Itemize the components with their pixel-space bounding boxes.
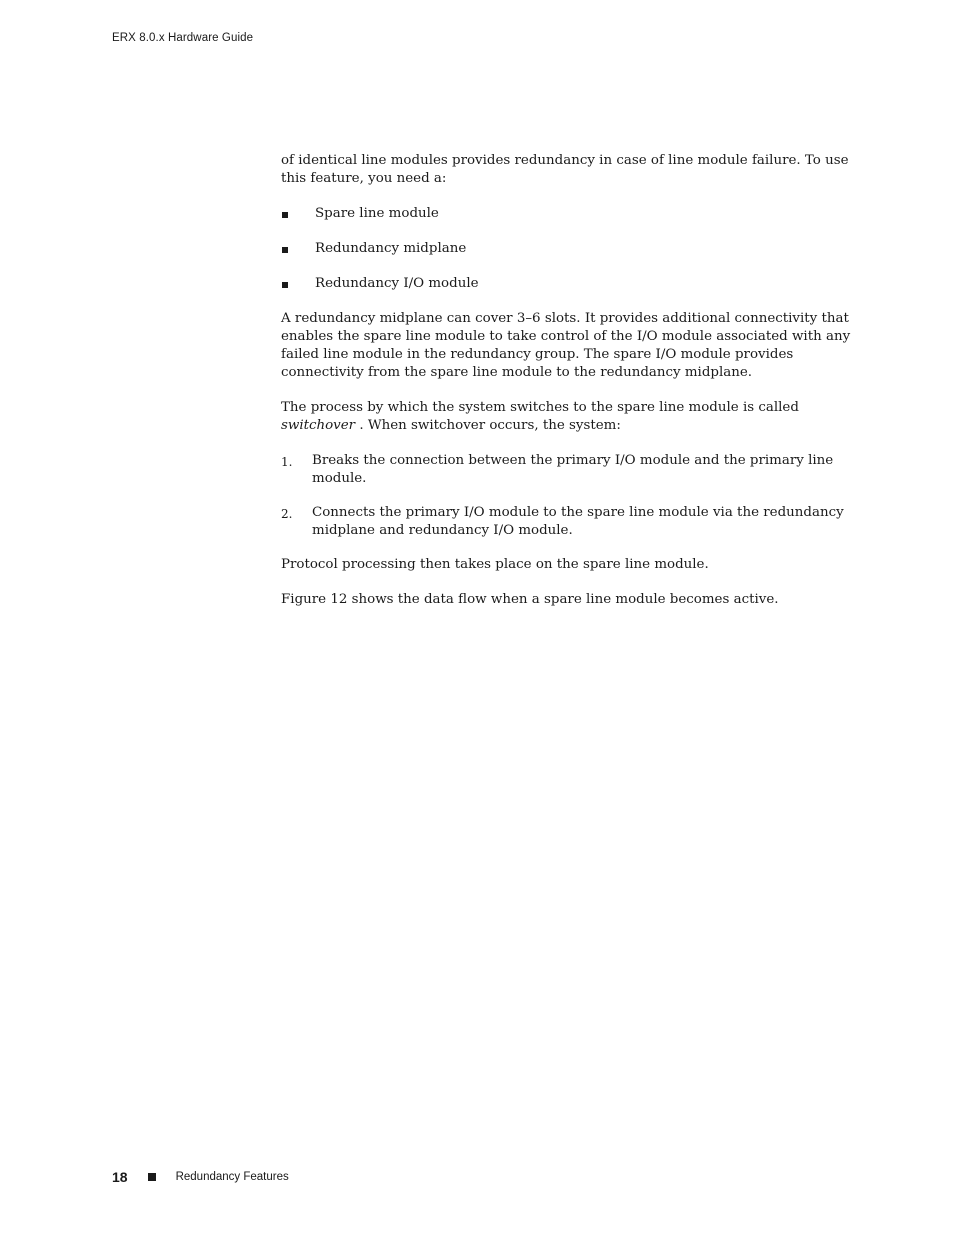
list-item-text: Redundancy midplane [315,241,467,256]
list-item [281,452,853,488]
step-number: 1. [281,455,293,469]
protocol-paragraph: Protocol processing then takes place on the spare line module. [281,557,709,572]
list-item [281,240,853,258]
figure-reference-paragraph: Figure 12 shows the data flow when a spare line module becomes active. [281,592,779,607]
footer-section-name: Redundancy Features [175,1171,289,1183]
switchover-term: switchover [281,418,356,433]
square-bullet-icon [282,247,288,253]
list-item-text: Redundancy I/O module [315,276,479,291]
intro-paragraph: of identical line modules provides redundancy in case of line module failure. To use this feature, you need a: [281,153,849,186]
step-number: 2. [281,507,293,521]
square-bullet-icon [282,212,288,218]
list-item [281,504,853,540]
switchover-paragraph [281,399,853,435]
list-item [281,275,853,293]
step-text: Breaks the connection between the primary I/O module and the primary line module. [312,453,834,486]
square-separator-icon [148,1173,156,1181]
page-number: 18 [112,1169,128,1185]
switchover-text-after: . When switchover occurs, the system: [355,418,621,433]
document-body [281,152,853,626]
switchover-steps-list [281,452,853,540]
midplane-paragraph: A redundancy midplane can cover 3–6 slots. It provides additional connectivity that enables the spare line module to take control of the I/O module associated with any failed line module in the redundancy group. The spare I/O module provides connectivity from the spare line module to the redundancy midplane. [281,311,851,380]
list-item [281,205,853,223]
running-header: ERX 8.0.x Hardware Guide [112,32,254,44]
requirements-list [281,205,853,293]
list-item-text: Spare line module [315,206,439,221]
square-bullet-icon [282,282,288,288]
switchover-text-before: The process by which the system switches to the spare line module is called [281,400,799,415]
page-footer [112,1169,289,1185]
step-text: Connects the primary I/O module to the spare line module via the redundancy midplane and redundancy I/O module. [312,505,844,538]
